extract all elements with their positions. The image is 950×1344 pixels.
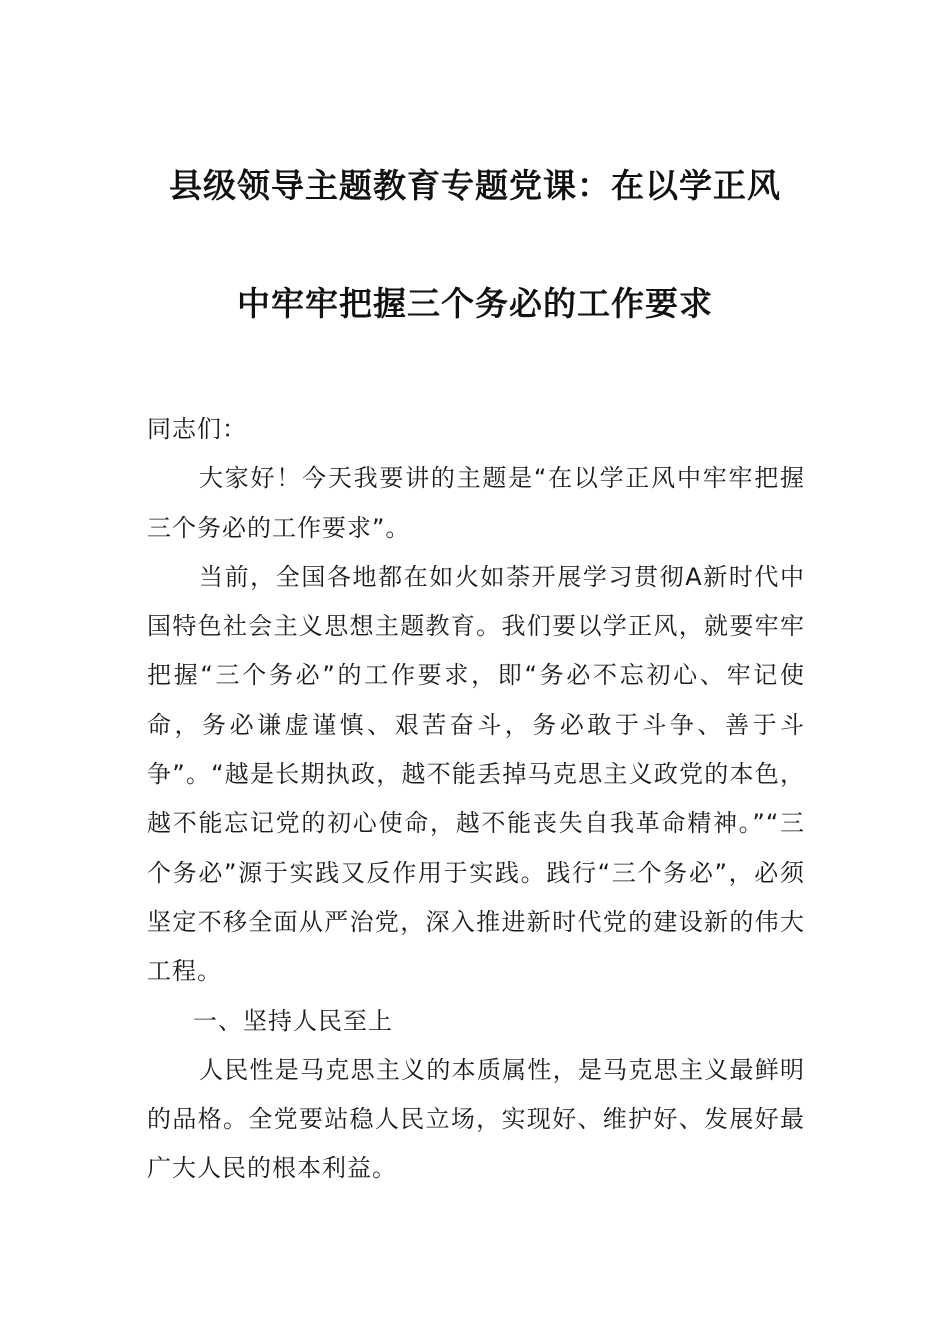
document-body [147,405,805,1194]
salutation: 同志们： [147,415,247,443]
document-title-line-1: 县级领导主题教育专题党课：在以学正风 [169,166,781,205]
section-heading: 一、坚持人民至上 [193,1006,393,1035]
context-paragraph: 当前，全国各地都在如火如荼开展学习贯彻A新时代中国特色社会主义思想主题教育。我们要以学正风，就要牢牢把握“三个务必”的工作要求，即“务必不忘初心、牢记使命，务必谦虚谨慎、艰苦奋斗，务必敢于斗争、善于斗争”。“越是长期执政，越不能丢掉马克思主义政党的本色，越不能忘记党的初心使命，越不能丧失自我革命精神。”“三个务必”源于实践又反作用于实践。践行“三个务必”，必须坚定不移全面从严治党，深入推进新时代党的建设新的伟大工程。 [147,562,805,986]
opening-paragraph: 大家好！今天我要讲的主题是“在以学正风中牢牢把握三个务必的工作要求”。 [147,464,805,542]
document-title-line-2: 中牢牢把握三个务必的工作要求 [237,284,713,323]
section-paragraph: 人民性是马克思主义的本质属性，是马克思主义最鲜明的品格。全党要站稳人民立场，实现好、维护好、发展好最广大人民的根本利益。 [147,1055,805,1183]
